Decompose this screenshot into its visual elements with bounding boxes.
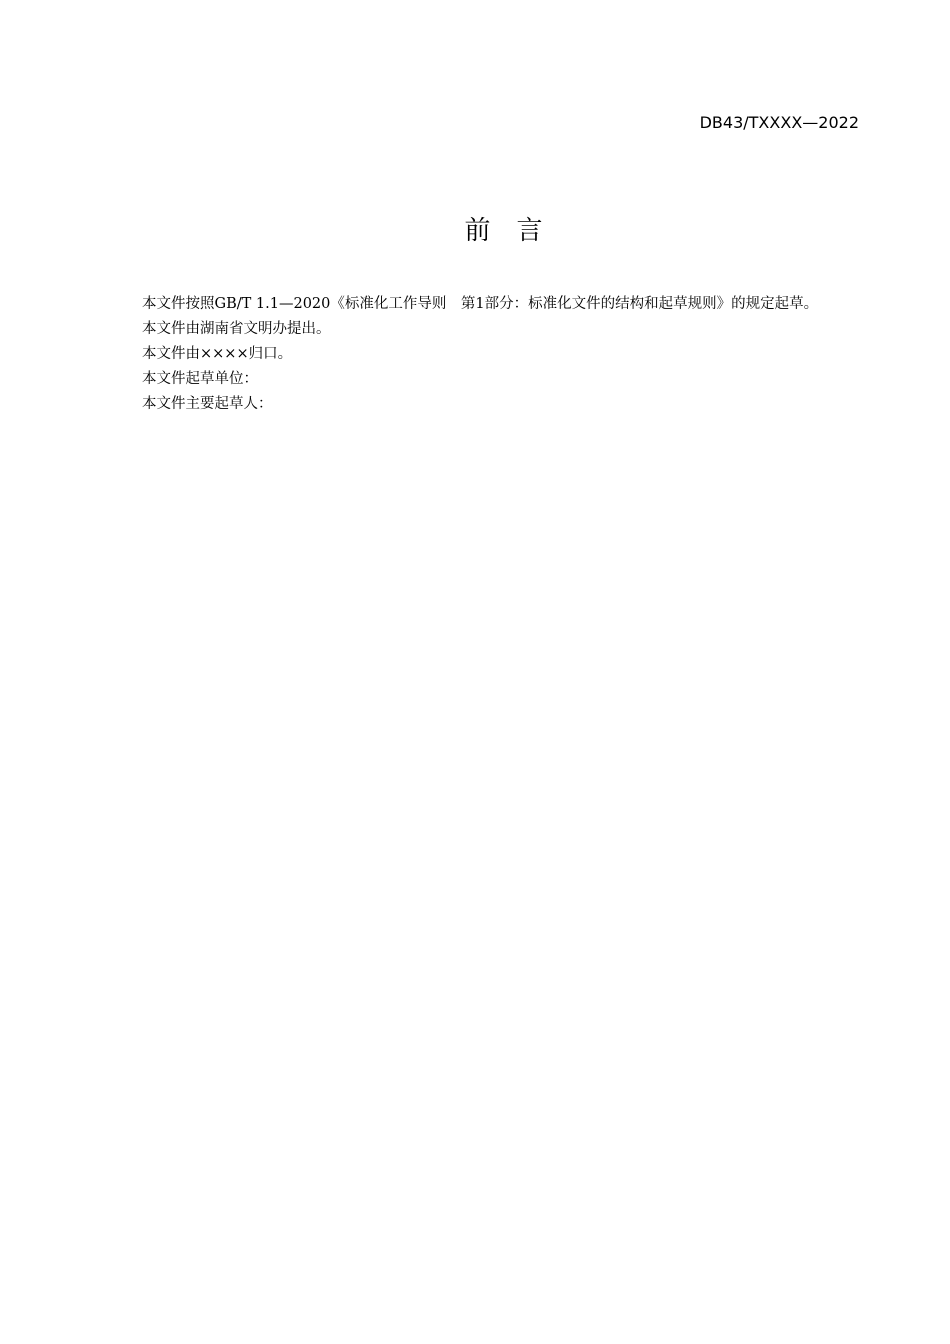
paragraph-proposer: 本文件由湖南省文明办提出。 [142,321,331,337]
document-code: DB43/TXXXX—2022 [699,113,859,132]
foreword-body [113,292,859,417]
section-title-char-2: 言 [516,216,543,246]
paragraph-drafting-units: 本文件起草单位： [142,371,258,387]
paragraph-main-drafters: 本文件主要起草人： [142,396,273,412]
section-title [0,214,950,248]
paragraph-drafting-rules: 本文件按照GB/T 1.1—2020《标准化工作导则 第1部分：标准化文件的结构和起草规则》的规定起草。 [142,296,819,312]
paragraph-centralized-by: 本文件由××××归口。 [142,346,293,362]
section-title-char-1: 前 [464,216,491,246]
